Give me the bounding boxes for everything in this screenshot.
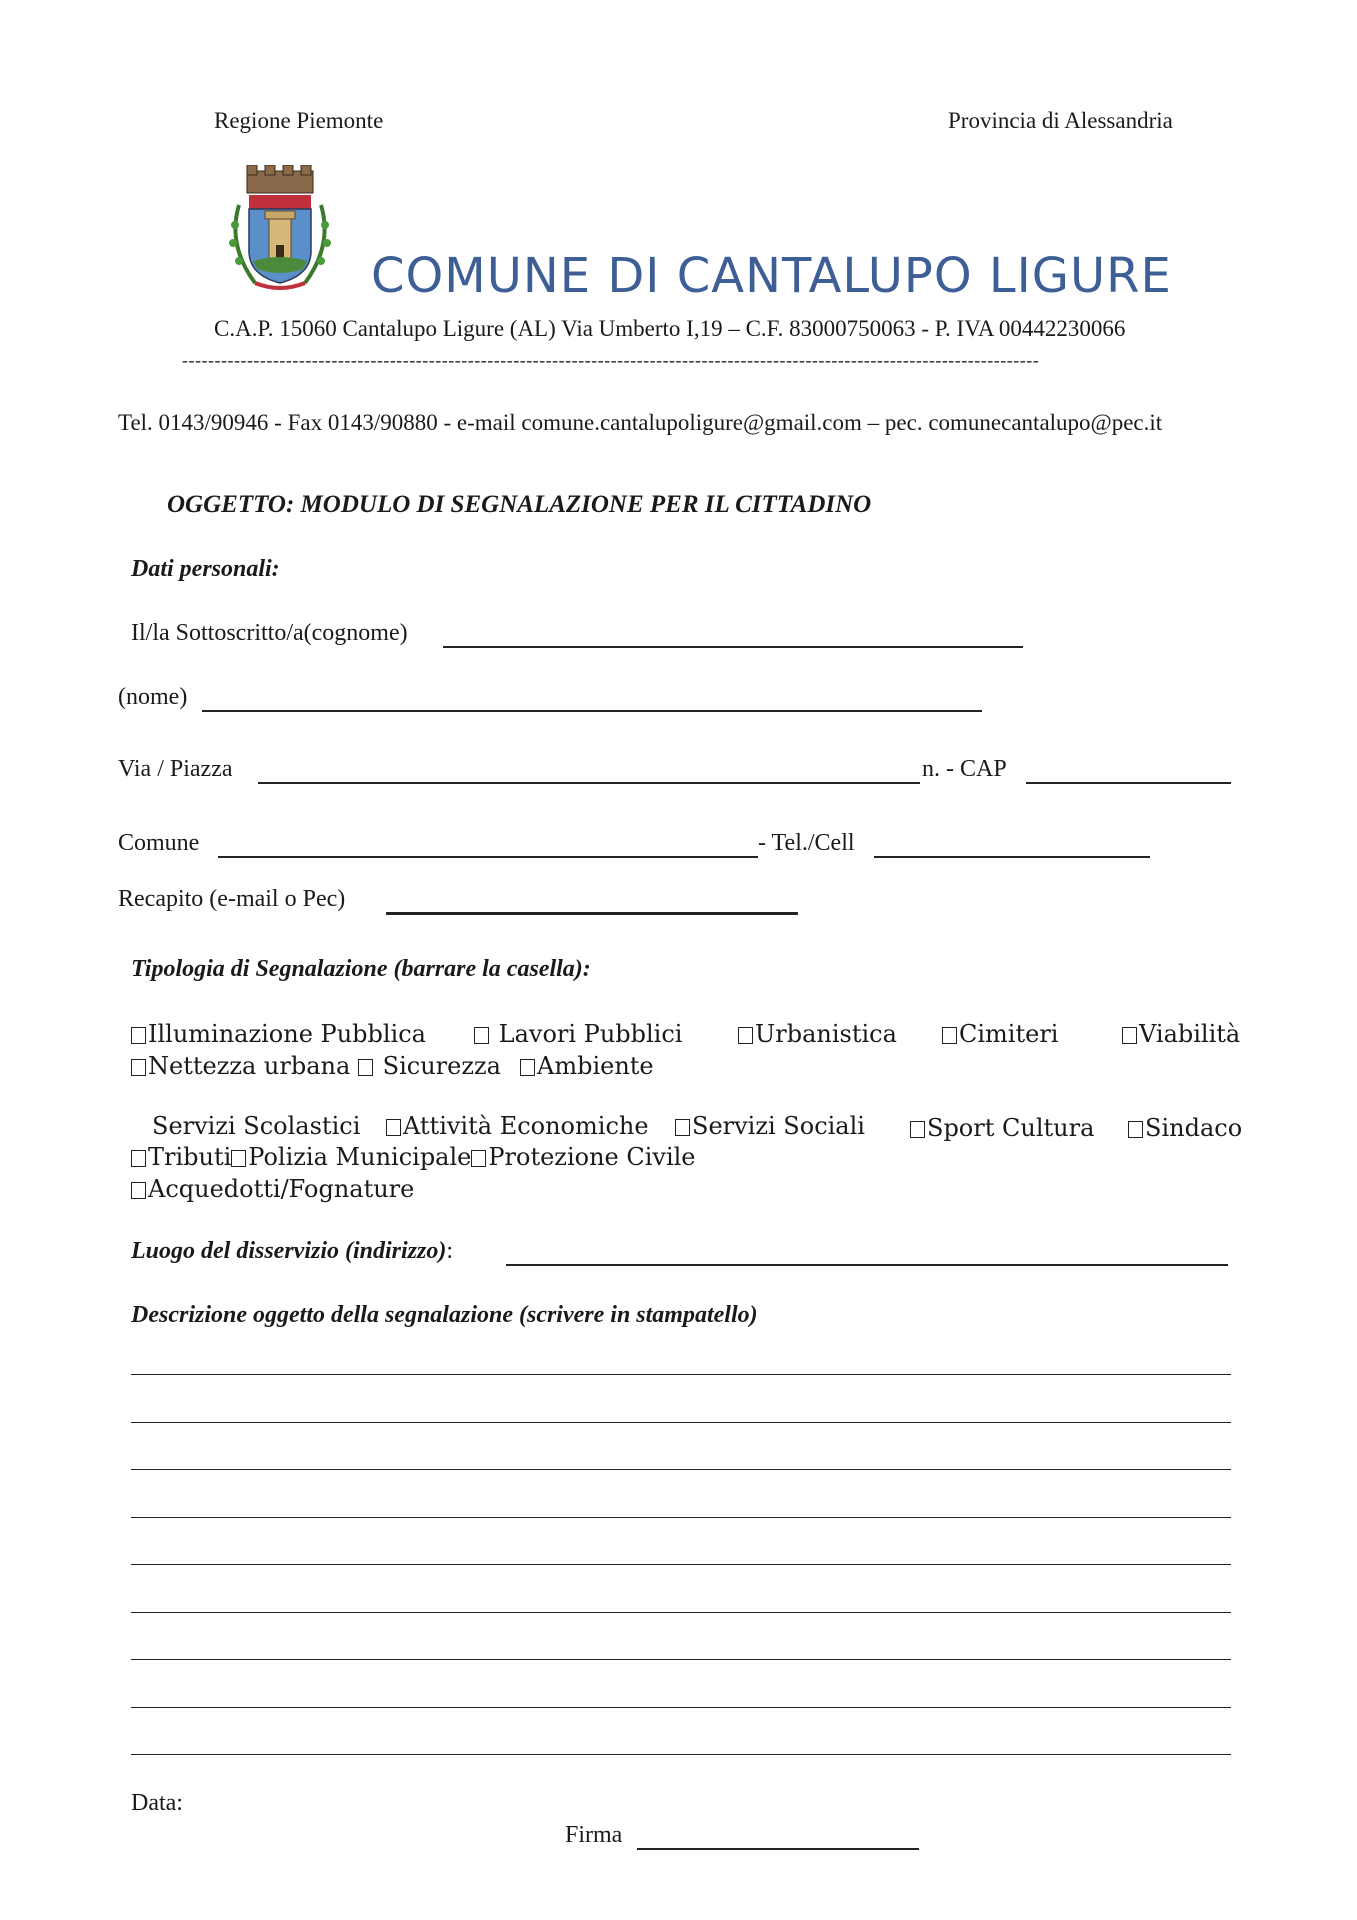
- cap-field[interactable]: [1026, 782, 1231, 784]
- option-sicurezza[interactable]: Sicurezza: [358, 1052, 501, 1080]
- contact-field[interactable]: [386, 912, 798, 915]
- region-label: Regione Piemonte: [214, 108, 384, 133]
- checkbox[interactable]: [942, 1027, 957, 1044]
- checkbox[interactable]: [1128, 1121, 1143, 1138]
- checkbox[interactable]: [358, 1059, 373, 1076]
- checkbox[interactable]: [520, 1059, 535, 1076]
- personal-data-heading: Dati personali:: [131, 556, 280, 582]
- header-separator: ------------------------------------------------------------------------------------------------------------------------------------: [182, 350, 1040, 370]
- number-cap-label: n. - CAP: [922, 756, 1007, 782]
- phone-field[interactable]: [874, 856, 1150, 858]
- option-sport-cultura[interactable]: Sport Cultura: [910, 1114, 1094, 1142]
- option-cimiteri[interactable]: Cimiteri: [942, 1020, 1058, 1048]
- description-line[interactable]: [131, 1469, 1231, 1470]
- description-line[interactable]: [131, 1659, 1231, 1660]
- contact-label: Recapito (e-mail o Pec): [118, 886, 346, 912]
- option-illuminazione[interactable]: Illuminazione Pubblica: [131, 1020, 426, 1048]
- checkbox[interactable]: [738, 1027, 753, 1044]
- description-line[interactable]: [131, 1564, 1231, 1565]
- signature-label: Firma: [565, 1822, 623, 1848]
- checkbox[interactable]: [474, 1027, 489, 1044]
- checkbox[interactable]: [910, 1121, 925, 1138]
- description-line[interactable]: [131, 1754, 1231, 1755]
- checkbox[interactable]: [131, 1027, 146, 1044]
- checkbox[interactable]: [675, 1119, 690, 1136]
- description-heading: Descrizione oggetto della segnalazione (scrivere in stampatello): [131, 1302, 758, 1328]
- date-label: Data:: [131, 1790, 183, 1816]
- option-ambiente[interactable]: Ambiente: [520, 1052, 654, 1080]
- description-line[interactable]: [131, 1707, 1231, 1708]
- street-label: Via / Piazza: [118, 756, 233, 782]
- phone-label: - Tel./Cell: [758, 830, 855, 856]
- contacts-line: Tel. 0143/90946 - Fax 0143/90880 - e-mail comune.cantalupoligure@gmail.com – pec. comunecantalupo@pec.it: [118, 410, 1163, 435]
- option-servizi-scolastici-label: Servizi Scolastici: [152, 1112, 361, 1140]
- option-nettezza-urbana[interactable]: Nettezza urbana: [131, 1052, 350, 1080]
- checkbox[interactable]: [131, 1059, 146, 1076]
- option-lavori-pubblici[interactable]: Lavori Pubblici: [474, 1020, 682, 1048]
- town-field[interactable]: [218, 856, 758, 858]
- location-label-row: Luogo del disservizio (indirizzo):: [131, 1238, 454, 1264]
- surname-label: Il/la Sottoscritto/a(cognome): [131, 620, 408, 646]
- option-sindaco[interactable]: Sindaco: [1128, 1114, 1242, 1142]
- name-field[interactable]: [202, 710, 982, 712]
- description-line[interactable]: [131, 1517, 1231, 1518]
- coat-of-arms-logo: [225, 165, 335, 295]
- option-servizi-sociali[interactable]: Servizi Sociali: [675, 1112, 865, 1140]
- address-line: C.A.P. 15060 Cantalupo Ligure (AL) Via Umberto I,19 – C.F. 83000750063 - P. IVA 00442230066: [214, 316, 1126, 341]
- checkbox-polizia-municipale[interactable]: [231, 1150, 246, 1167]
- street-field[interactable]: [258, 782, 920, 784]
- option-viabilita[interactable]: Viabilità: [1122, 1020, 1240, 1048]
- checkbox[interactable]: [1122, 1027, 1137, 1044]
- option-row-4: Tributi Polizia Municipale Protezione Civile: [131, 1143, 696, 1171]
- description-line[interactable]: [131, 1374, 1231, 1375]
- municipality-title: COMUNE DI CANTALUPO LIGURE: [371, 248, 1172, 304]
- checkbox-tributi[interactable]: [131, 1150, 146, 1167]
- option-acquedotti[interactable]: Acquedotti/Fognature: [131, 1175, 414, 1203]
- location-field[interactable]: [506, 1264, 1228, 1266]
- checkbox[interactable]: [386, 1119, 401, 1136]
- signature-field[interactable]: [637, 1848, 919, 1850]
- description-line[interactable]: [131, 1422, 1231, 1423]
- description-line[interactable]: [131, 1612, 1231, 1613]
- types-heading: Tipologia di Segnalazione (barrare la casella):: [131, 956, 591, 982]
- option-urbanistica[interactable]: Urbanistica: [738, 1020, 897, 1048]
- town-label: Comune: [118, 830, 200, 856]
- province-label: Provincia di Alessandria: [948, 108, 1173, 133]
- surname-field[interactable]: [443, 646, 1023, 648]
- option-attivita-economiche[interactable]: Attività Economiche: [386, 1112, 649, 1140]
- checkbox[interactable]: [131, 1182, 146, 1199]
- name-label: (nome): [118, 684, 188, 710]
- subject-title: OGGETTO: MODULO DI SEGNALAZIONE PER IL CITTADINO: [167, 491, 872, 518]
- checkbox-protezione-civile[interactable]: [471, 1150, 486, 1167]
